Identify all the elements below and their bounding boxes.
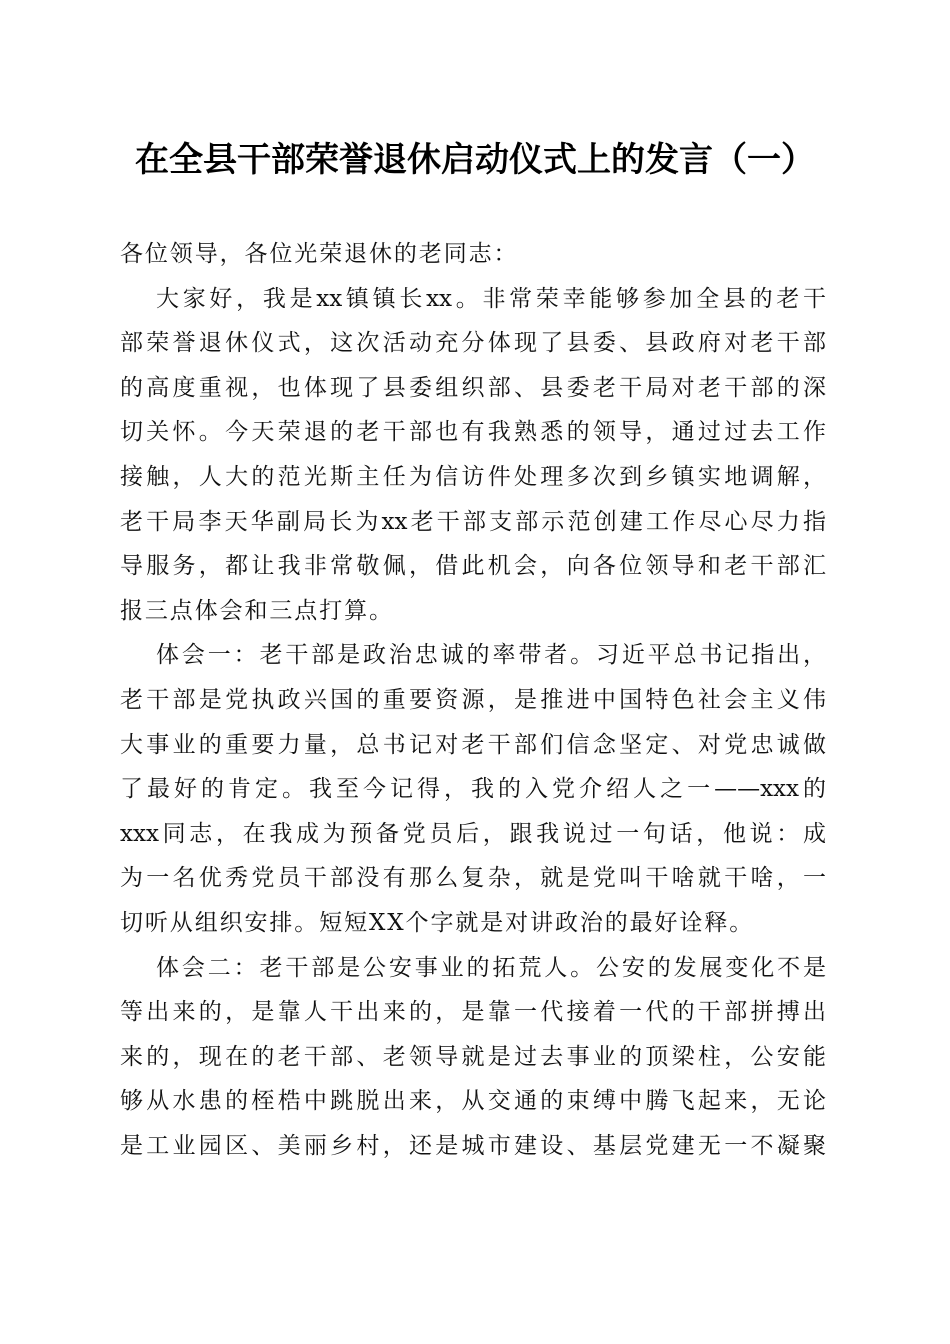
paragraph-line: 大事业的重要力量，总书记对老干部们信念坚定、对党忠诚做 (120, 731, 826, 758)
paragraph-line: 老干部是党执政兴国的重要资源，是推进中国特色社会主义伟 (120, 686, 826, 713)
paragraph-line: 为一名优秀党员干部没有那么复杂，就是党叫干啥就干啥，一 (120, 865, 826, 892)
paragraph-line: 来的，现在的老干部、老领导就是过去事业的顶梁柱，公安能 (120, 1043, 826, 1070)
paragraph-line: 够从水患的桎梏中跳脱出来，从交通的束缚中腾飞起来，无论 (120, 1088, 826, 1115)
paragraph-line: 导服务，都让我非常敬佩，借此机会，向各位领导和老干部汇 (120, 553, 826, 580)
paragraph-line: 等出来的，是靠人干出来的，是靠一代接着一代的干部拼搏出 (120, 999, 826, 1026)
paragraph-line: 体会二：老干部是公安事业的拓荒人。公安的发展变化不是 (156, 954, 826, 981)
paragraph-line: 切听从组织安排。短短XX个字就是对讲政治的最好诠释。 (120, 909, 755, 936)
paragraph-line: 切关怀。今天荣退的老干部也有我熟悉的领导，通过过去工作 (120, 419, 826, 446)
paragraph-line: xxx同志，在我成为预备党员后，跟我说过一句话，他说：成 (120, 820, 826, 847)
document-body (120, 232, 826, 1168)
paragraph-line: 是工业园区、美丽乡村，还是城市建设、基层党建无一不凝聚 (120, 1132, 826, 1159)
paragraph-line: 报三点体会和三点打算。 (120, 597, 394, 624)
document-title: 在全县干部荣誉退休启动仪式上的发言（一） (135, 140, 815, 180)
salutation-line: 各位领导，各位光荣退休的老同志： (120, 241, 519, 267)
paragraph-line: 体会一：老干部是政治忠诚的率带者。习近平总书记指出， (156, 642, 826, 669)
paragraph-line: 接触，人大的范光斯主任为信访件处理多次到乡镇实地调解， (120, 463, 826, 490)
paragraph-line: 部荣誉退休仪式，这次活动充分体现了县委、县政府对老干部 (120, 330, 826, 357)
paragraph-line: 的高度重视，也体现了县委组织部、县委老干局对老干部的深 (120, 374, 826, 401)
paragraph-line: 了最好的肯定。我至今记得，我的入党介绍人之一——xxx的 (120, 776, 826, 803)
paragraph-line: 大家好，我是xx镇镇长xx。非常荣幸能够参加全县的老干 (156, 285, 826, 312)
paragraph-line: 老干局李天华副局长为xx老干部支部示范创建工作尽心尽力指 (120, 508, 826, 535)
